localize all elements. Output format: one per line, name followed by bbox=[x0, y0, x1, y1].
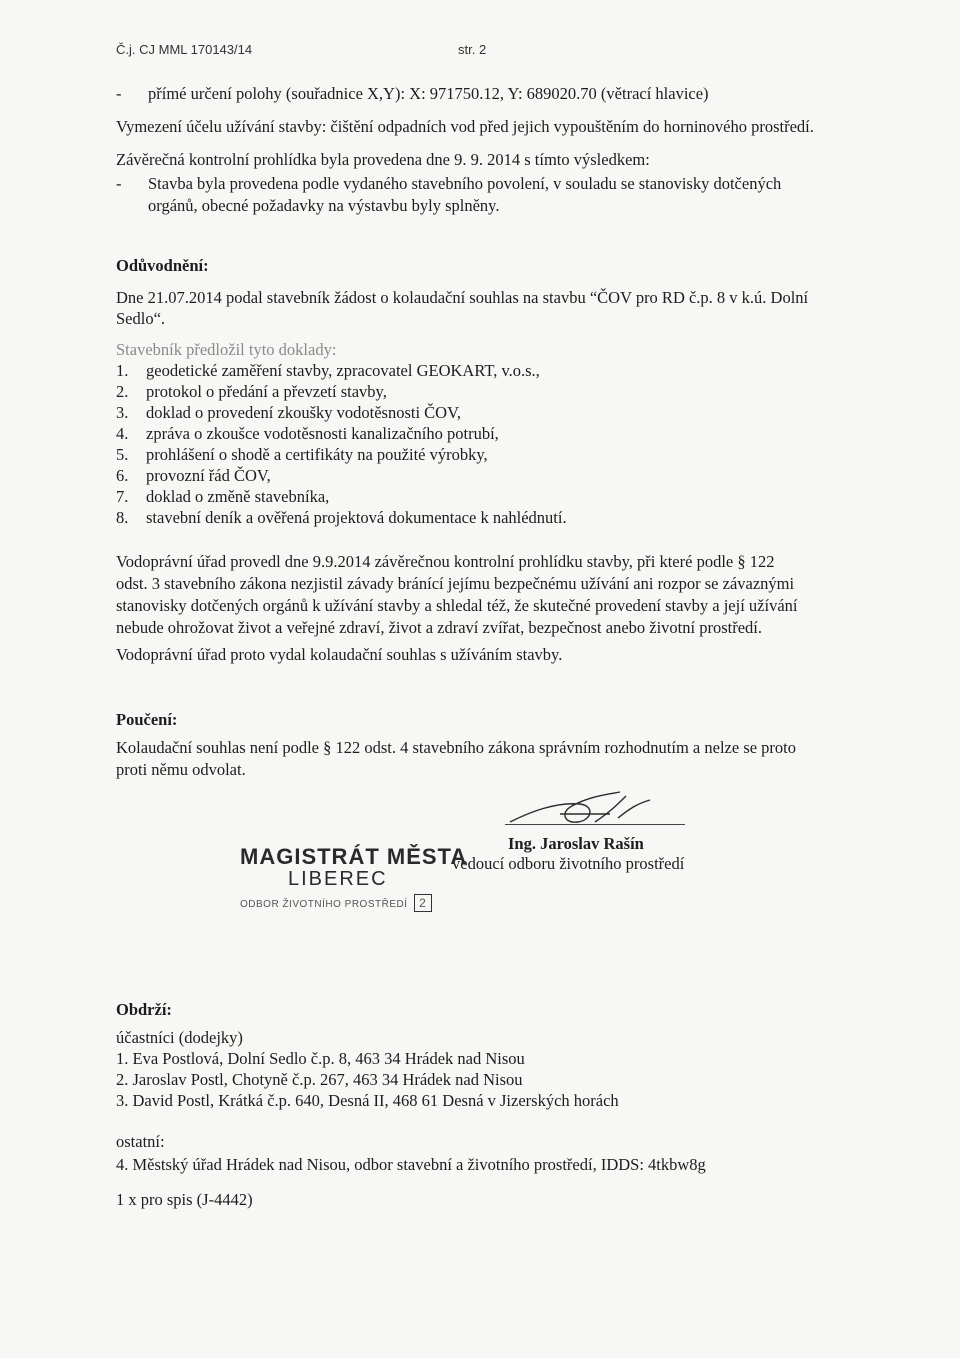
findings-line-3: stanovisky dotčených orgánů k užívání stavby a shledal též, že skutečné provedení stavby a její užívání bbox=[116, 596, 798, 615]
recipient-item: 3. David Postl, Krátká č.p. 640, Desná II, 468 61 Desná v Jizerských horách bbox=[116, 1091, 619, 1110]
instruction-heading: Poučení: bbox=[116, 710, 178, 729]
list-item: 7. doklad o změně stavebníka, bbox=[116, 487, 330, 506]
page-number: str. 2 bbox=[458, 42, 487, 57]
signature-line bbox=[505, 824, 685, 825]
others-label: ostatní: bbox=[116, 1132, 165, 1151]
list-item: 8. stavební deník a ověřená projektová dokumentace k nahlédnutí. bbox=[116, 508, 567, 527]
bullet-dash: - bbox=[116, 174, 122, 193]
bullet-dash: - bbox=[116, 84, 122, 103]
document-reference: Č.j. CJ MML 170143/14 bbox=[116, 42, 253, 57]
documents-intro: Stavebník předložil tyto doklady: bbox=[116, 340, 337, 359]
justification-line-1: Dne 21.07.2014 podal stavebník žádost o kolaudační souhlas na stavbu “ČOV pro RD č.p. 8 v k.ú. Dolní bbox=[116, 288, 809, 307]
usage-purpose: Vymezení účelu užívání stavby: čištění odpadních vod před jejich vypouštěním do horninového prostředí. bbox=[116, 117, 814, 136]
recipient-item: 1. Eva Postlová, Dolní Sedlo č.p. 8, 463 34 Hrádek nad Nisou bbox=[116, 1049, 525, 1068]
list-item: 5. prohlášení o shodě a certifikáty na použité výrobky, bbox=[116, 445, 488, 464]
findings-line-2: odst. 3 stavebního zákona nezjistil závady bránící jejímu bezpečnému užívání ani rozpor se závaznými bbox=[116, 574, 795, 593]
list-item: 6. provozní řád ČOV, bbox=[116, 466, 271, 485]
findings-line-1: Vodoprávní úřad provedl dne 9.9.2014 závěrečnou kontrolní prohlídku stavby, při které podle § 122 bbox=[116, 552, 775, 571]
stamp-number-box: 2 bbox=[414, 894, 432, 912]
signatory-name: Ing. Jaroslav Rašín bbox=[508, 834, 644, 853]
file-copy-note: 1 x pro spis (J-4442) bbox=[116, 1190, 253, 1209]
result-line-2: orgánů, obecné požadavky na výstavbu byly splněny. bbox=[148, 196, 500, 215]
signatory-role: vedoucí odboru životního prostředí bbox=[452, 854, 685, 873]
recipient-item: 4. Městský úřad Hrádek nad Nisou, odbor stavební a životního prostředí, IDDS: 4tkbw8g bbox=[116, 1155, 706, 1174]
list-item: 3. doklad o provedení zkoušky vodotěsnosti ČOV, bbox=[116, 403, 462, 422]
findings-line-4: nebude ohrožovat život a veřejné zdraví, život a zdraví zvířat, bezpečnost anebo životní prostředí. bbox=[116, 618, 762, 637]
list-item: 2. protokol o předání a převzetí stavby, bbox=[116, 382, 387, 401]
stamp-city: LIBEREC bbox=[288, 868, 388, 890]
inspection-line: Závěrečná kontrolní prohlídka byla provedena dne 9. 9. 2014 s tímto výsledkem: bbox=[116, 150, 650, 169]
instruction-line-1: Kolaudační souhlas není podle § 122 odst. 4 stavebního zákona správním rozhodnutím a nelze se proto bbox=[116, 738, 797, 757]
position-bullet: přímé určení polohy (souřadnice X,Y): X: 971750.12, Y: 689020.70 (větrací hlavice) bbox=[148, 84, 709, 103]
justification-heading: Odůvodnění: bbox=[116, 256, 209, 275]
decision-line: Vodoprávní úřad proto vydal kolaudační souhlas s užíváním stavby. bbox=[116, 645, 563, 664]
instruction-line-2: proti němu odvolat. bbox=[116, 760, 246, 779]
stamp-city-office: MAGISTRÁT MĚSTA bbox=[240, 844, 468, 869]
list-item: 4. zpráva o zkoušce vodotěsnosti kanalizačního potrubí, bbox=[116, 424, 499, 443]
justification-line-2: Sedlo“. bbox=[116, 309, 166, 328]
recipient-item: 2. Jaroslav Postl, Chotyně č.p. 267, 463 34 Hrádek nad Nisou bbox=[116, 1070, 523, 1089]
stamp-department: ODBOR ŽIVOTNÍHO PROSTŘEDÍ 2 bbox=[240, 894, 432, 912]
recipients-heading: Obdrží: bbox=[116, 1000, 172, 1019]
list-item: 1. geodetické zaměření stavby, zpracovatel GEOKART, v.o.s., bbox=[116, 361, 540, 380]
result-line-1: Stavba byla provedena podle vydaného stavebního povolení, v souladu se stanovisky dotčených bbox=[148, 174, 782, 193]
participants-label: účastníci (dodejky) bbox=[116, 1028, 243, 1047]
